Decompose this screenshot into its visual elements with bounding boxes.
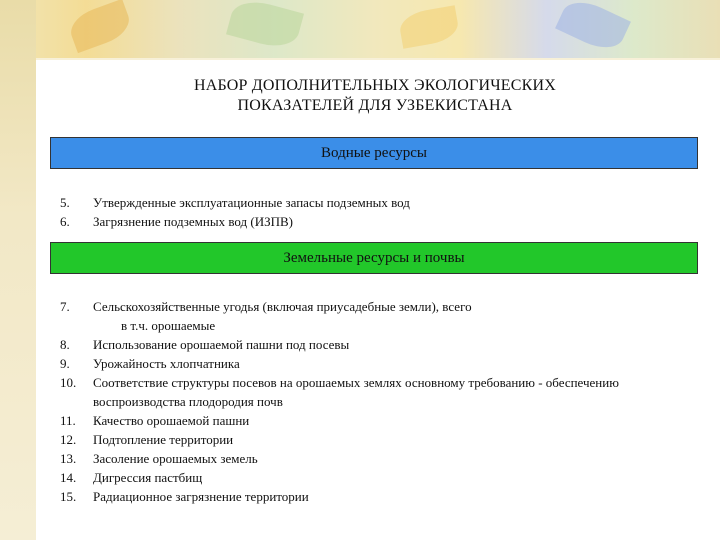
- list-item: [60, 297, 700, 335]
- item-number: 10.: [60, 375, 77, 390]
- item-text: Радиационное загрязнение территории: [93, 489, 309, 504]
- item-text: Использование орошаемой пашни под посевы: [93, 337, 350, 352]
- item-text: Подтопление территории: [93, 432, 234, 447]
- item-number: 11.: [60, 413, 76, 428]
- list-item: [60, 212, 700, 231]
- item-text: Утвержденные эксплуатационные запасы подземных вод: [93, 195, 410, 210]
- item-number: 8.: [60, 337, 70, 352]
- item-number: 7.: [60, 299, 70, 314]
- list-item: [60, 335, 700, 354]
- item-text-block: [93, 297, 700, 335]
- item-number: 14.: [60, 470, 77, 485]
- list-item: [60, 487, 700, 506]
- item-text: Дигрессия пастбищ: [93, 470, 203, 485]
- list-item: [60, 193, 700, 212]
- list-item: [60, 430, 700, 449]
- item-number: 6.: [60, 214, 70, 229]
- land-indicators-list: [60, 297, 700, 506]
- item-number: 12.: [60, 432, 77, 447]
- item-number: 13.: [60, 451, 77, 466]
- item-subtext: в т.ч. орошаемые: [121, 318, 216, 333]
- item-text: Соответствие структуры посевов на орошаемых землях основному требованию - обеспечению воспроизводства плодородия почв: [93, 375, 619, 409]
- list-item: [60, 468, 700, 487]
- title-line: ПОКАЗАТЕЛЕЙ ДЛЯ УЗБЕКИСТАНА: [237, 97, 513, 114]
- land-resources-header: Земельные ресурсы и почвы: [50, 242, 698, 274]
- water-indicators-list: [60, 193, 700, 231]
- item-text: Урожайность хлопчатника: [93, 356, 240, 371]
- item-text: Качество орошаемой пашни: [93, 413, 250, 428]
- title-line: НАБОР ДОПОЛНИТЕЛЬНЫХ ЭКОЛОГИЧЕСКИХ: [193, 77, 557, 94]
- item-number: 9.: [60, 356, 70, 371]
- item-number: 5.: [60, 195, 70, 210]
- list-item: [60, 354, 700, 373]
- item-text: Засоление орошаемых земель: [93, 451, 258, 466]
- water-resources-header: Водные ресурсы: [50, 137, 698, 169]
- list-item: [60, 373, 700, 411]
- list-item: [60, 449, 700, 468]
- page-title: [60, 76, 690, 116]
- list-item: [60, 411, 700, 430]
- item-text: Сельскохозяйственные угодья (включая приусадебные земли), всего: [93, 299, 472, 314]
- item-text: Загрязнение подземных вод (ИЗПВ): [93, 214, 293, 229]
- decorative-side-strip: [0, 0, 36, 540]
- item-number: 15.: [60, 489, 77, 504]
